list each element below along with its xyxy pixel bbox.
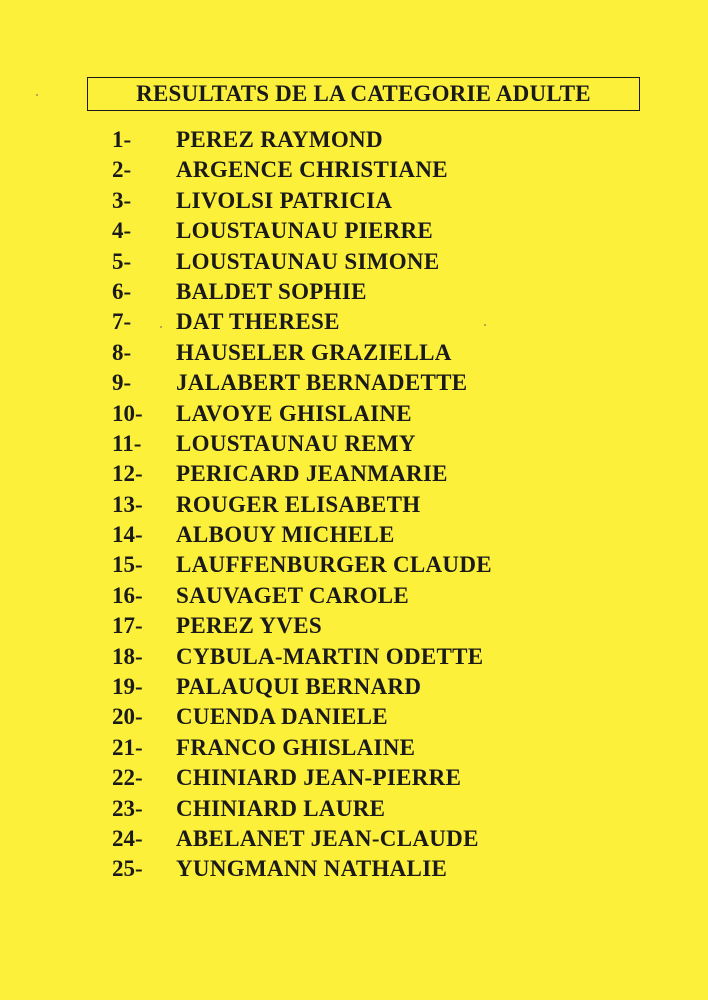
result-rank: 19- [112,674,143,700]
result-row [0,704,708,734]
result-row [0,401,708,431]
result-name: LOUSTAUNAU SIMONE [176,248,440,274]
result-row [0,157,708,187]
result-name: LAUFFENBURGER CLAUDE [176,552,492,578]
result-name: PEREZ RAYMOND [176,127,383,152]
result-rank: 25- [112,856,143,882]
result-name: DAT THERESE [176,309,340,335]
result-name: BALDET SOPHIE [176,278,367,304]
result-rank: 9- [112,370,132,396]
result-rank: 17- [112,613,143,639]
result-rank: 8- [112,339,132,365]
result-name: JALABERT BERNADETTE [176,370,468,396]
result-name: LIVOLSI PATRICIA [176,187,393,213]
result-row [0,796,708,826]
result-name: CHINIARD JEAN-PIERRE [176,765,462,791]
result-row [0,127,708,157]
result-name: LOUSTAUNAU PIERRE [176,218,434,244]
result-rank: 5- [112,248,132,274]
result-row [0,522,708,552]
result-row [0,552,708,582]
result-row [0,644,708,674]
result-name: PERICARD JEANMARIE [176,461,448,487]
result-row [0,188,708,218]
result-rank: 22- [112,765,143,791]
result-row [0,309,708,339]
result-name: ALBOUY MICHELE [176,522,395,548]
result-name: ROUGER ELISABETH [176,491,421,517]
result-row [0,340,708,370]
scan-speck [160,326,162,328]
result-row [0,583,708,613]
result-rank: 2- [112,157,132,183]
result-name: HAUSELER GRAZIELLA [176,339,452,365]
page-title: RESULTATS DE LA CATEGORIE ADULTE [136,81,591,106]
result-rank: 15- [112,552,143,578]
result-rank: 20- [112,704,143,730]
scan-speck [36,94,38,96]
result-name: ABELANET JEAN-CLAUDE [176,825,479,851]
result-rank: 14- [112,522,143,548]
result-rank: 12- [112,461,143,487]
result-rank: 23- [112,795,143,821]
result-rank: 7- [112,309,132,335]
title-box [87,77,640,111]
result-row [0,765,708,795]
result-row [0,735,708,765]
result-rank: 24- [112,825,143,851]
result-name: FRANCO GHISLAINE [176,734,416,760]
result-rank: 3- [112,187,132,213]
result-name: SAUVAGET CAROLE [176,582,410,608]
result-name: ARGENCE CHRISTIANE [176,157,448,183]
result-row [0,279,708,309]
result-rank: 16- [112,582,143,608]
result-name: CUENDA DANIELE [176,704,388,730]
result-rank: 21- [112,734,143,760]
result-rank: 13- [112,491,143,517]
result-rank: 1- [112,127,132,152]
result-row [0,856,708,886]
scan-speck [484,324,486,326]
result-name: PALAUQUI BERNARD [176,674,422,700]
result-row [0,431,708,461]
result-row [0,613,708,643]
result-name: LAVOYE GHISLAINE [176,400,412,426]
result-row [0,370,708,400]
result-name: CHINIARD LAURE [176,795,386,821]
result-rank: 6- [112,278,132,304]
result-row [0,461,708,491]
result-rank: 10- [112,400,143,426]
result-name: LOUSTAUNAU REMY [176,430,416,456]
result-row [0,826,708,856]
result-row [0,218,708,248]
results-list [0,127,708,887]
result-rank: 4- [112,218,132,244]
result-name: PEREZ YVES [176,613,322,639]
result-rank: 11- [112,430,142,456]
result-row [0,492,708,522]
result-row [0,674,708,704]
result-name: YUNGMANN NATHALIE [176,856,448,882]
result-rank: 18- [112,643,143,669]
result-name: CYBULA-MARTIN ODETTE [176,643,484,669]
result-row [0,249,708,279]
